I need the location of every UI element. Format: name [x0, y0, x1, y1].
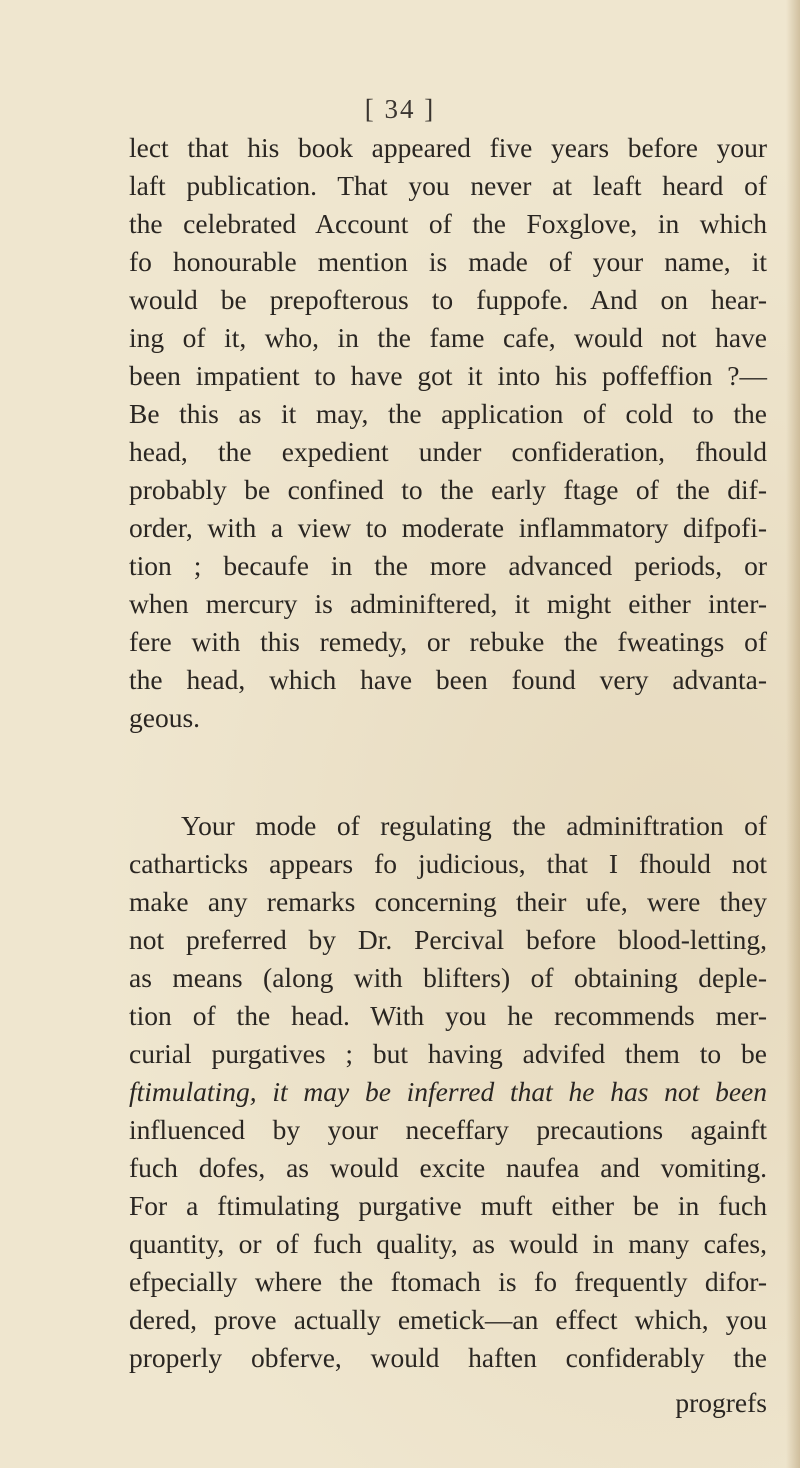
page-number-header: [ 34 ] [364, 94, 436, 124]
text-line: fuch dofes, as would excite naufea and vomiting. [129, 1152, 767, 1183]
text-line: lect that his book appeared five years before your [129, 132, 767, 163]
text-line: probably be confined to the early ftage of the dif- [129, 474, 767, 505]
text-line: laft publication. That you never at leaft heard of [129, 170, 767, 201]
text-line: influenced by your neceffary precautions againft [129, 1114, 767, 1145]
text-line: ing of it, who, in the fame cafe, would not have [129, 322, 767, 353]
text-line: been impatient to have got it into his poffeffion ?— [129, 360, 767, 391]
text-line: make any remarks concerning their ufe, were they [129, 886, 767, 917]
text-line: ftimulating, it may be inferred that he has not been [129, 1076, 767, 1107]
text-line: Your mode of regulating the adminiftration of [181, 810, 767, 841]
page-edge-shadow [786, 0, 800, 1468]
text-line: when mercury is adminiftered, it might either inter- [129, 588, 767, 619]
text-line: fo honourable mention is made of your name, it [129, 246, 767, 277]
text-line: head, the expedient under confideration, fhould [129, 436, 767, 467]
text-line: would be prepofterous to fuppofe. And on hear- [129, 284, 767, 315]
text-line: fere with this remedy, or rebuke the fweatings of [129, 626, 767, 657]
text-line: dered, prove actually emetick—an effect which, you [129, 1304, 767, 1335]
text-line: efpecially where the ftomach is fo frequently difor- [129, 1266, 767, 1297]
text-line: the celebrated Account of the Foxglove, in which [129, 208, 767, 239]
text-line: the head, which have been found very advanta- [129, 664, 767, 695]
text-line: order, with a view to moderate inflammatory difpofi- [129, 512, 767, 543]
catchword: progrefs [675, 1387, 767, 1418]
text-line: quantity, or of fuch quality, as would in many cafes, [129, 1228, 767, 1259]
text-line: tion of the head. With you he recommends mer- [129, 1000, 767, 1031]
text-line: curial purgatives ; but having advifed them to be [129, 1038, 767, 1069]
text-line: geous. [129, 702, 201, 733]
text-line: tion ; becaufe in the more advanced periods, or [129, 550, 767, 581]
text-line: For a ftimulating purgative muft either be in fuch [129, 1190, 767, 1221]
text-line: Be this as it may, the application of cold to the [129, 398, 767, 429]
text-line: not preferred by Dr. Percival before blood-letting, [129, 924, 767, 955]
text-line: as means (along with blifters) of obtaining deple- [129, 962, 767, 993]
text-line: catharticks appears fo judicious, that I fhould not [129, 848, 767, 879]
text-line: properly obferve, would haften confiderably the [129, 1342, 767, 1373]
